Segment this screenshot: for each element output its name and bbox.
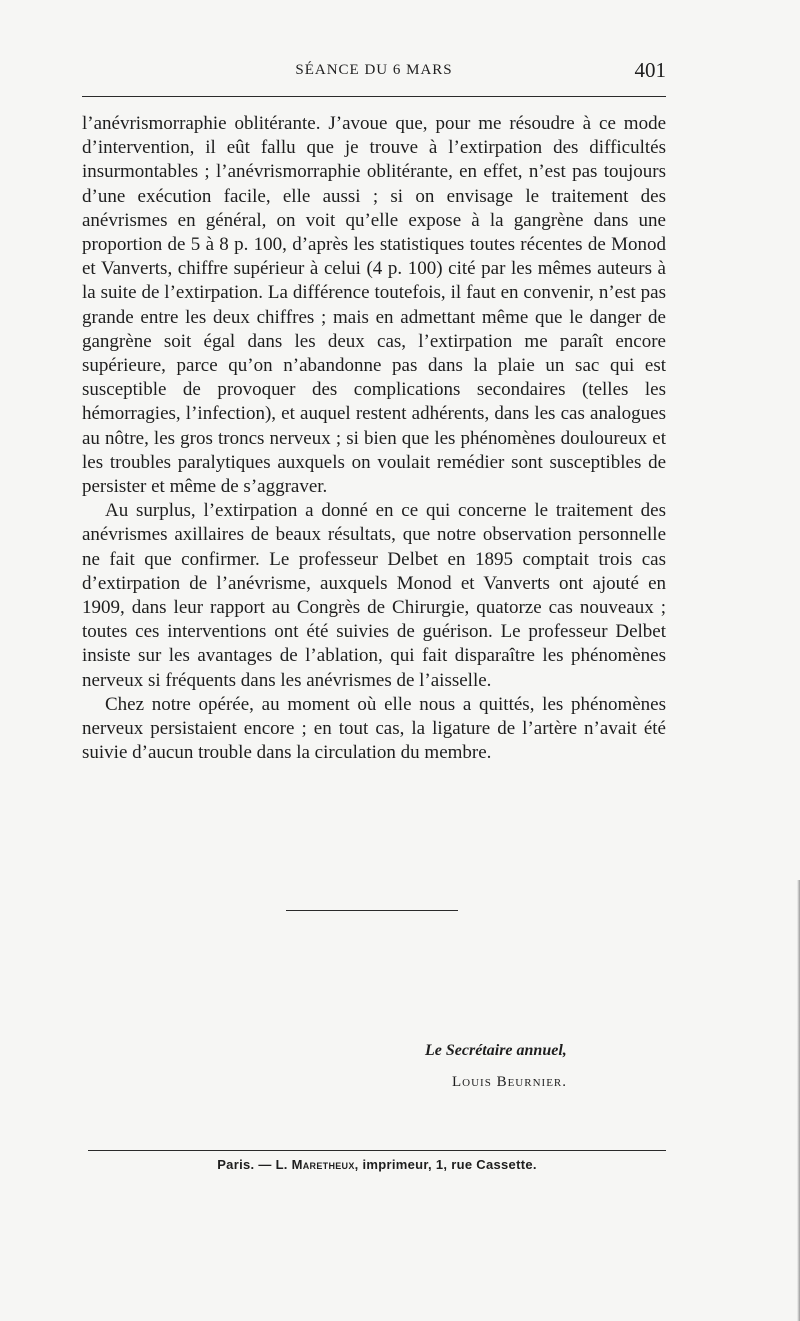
imprint-address: imprimeur, 1, rue Cassette.: [362, 1157, 537, 1172]
signature-role: Le Secrétaire annuel,: [425, 1042, 567, 1059]
imprint-city: Paris. —: [217, 1157, 272, 1172]
paragraph-2: Au surplus, l’extirpation a donné en ce qui concerne le traitement des anévrismes axillaires de beaux résultats, que notre observation personnelle ne fait que confirmer. Le professeur Delbet en 1895 comptait trois cas d’extirpation de l’anévrisme, auxquels Monod et Vanverts ont ajouté en 1909, dans leur rapport au Congrès de Chirurgie, quatorze cas nouveaux ; toutes ces interventions ont été suivies de guérison. Le professeur Delbet insiste sur les avantages de l’ablation, qui fait disparaître les phénomènes nerveux si fréquents dans les anévrismes de l’aisselle.: [82, 500, 666, 691]
paragraph-1: l’anévrismorraphie oblitérante. J’avoue que, pour me résoudre à ce mode d’intervention, il eût fallu que je trouve à l’extirpation des difficultés insurmontables ; l’anévrismorraphie oblitérante, en effet, n’est pas toujours d’une exécution facile, elle aussi ; si on envisage le traitement des anévrismes en général, on voit qu’elle expose à la gangrène dans une proportion de 5 à 8 p. 100, d’après les statistiques toutes récentes de Monod et Vanverts, chiffre supérieur à celui (4 p. 100) cité par les mêmes auteurs à la suite de l’extirpation. La différence toutefois, il faut en convenir, n’est pas grande entre les deux chiffres ; mais en admettant même que le danger de gangrène soit égal dans les deux cas, l’extirpation me paraît encore supérieure, parce qu’on n’abandonne pas dans la plaie un sac qui est susceptible de provoquer des complications secondaires (telles les hémorragies, l’infection), et auquel restent adhérents, dans les cas analogues au nôtre, les gros troncs nerveux ; si bien que les phénomènes douloureux et les troubles paralytiques auxquels on voulait remédier sont susceptibles de persister et même de s’aggraver.: [82, 113, 666, 498]
running-title: SÉANCE DU 6 MARS: [295, 62, 453, 78]
signature-name: Louis Beurnier.: [452, 1074, 567, 1090]
paragraph-3: Chez notre opérée, au moment où elle nous a quittés, les phénomènes nerveux persistaient encore ; en tout cas, la ligature de l’artère n’avait été suivie d’aucun trouble dans la circulation du membre.: [82, 693, 666, 764]
footer-rule: [88, 1150, 666, 1151]
printer-imprint: [88, 1157, 666, 1172]
body-text: [82, 112, 666, 765]
header-rule: [82, 96, 666, 97]
running-head: [82, 58, 666, 88]
imprint-printer: L. Maretheux,: [275, 1157, 359, 1172]
section-end-rule: [286, 910, 458, 911]
page-number: 401: [634, 58, 666, 82]
